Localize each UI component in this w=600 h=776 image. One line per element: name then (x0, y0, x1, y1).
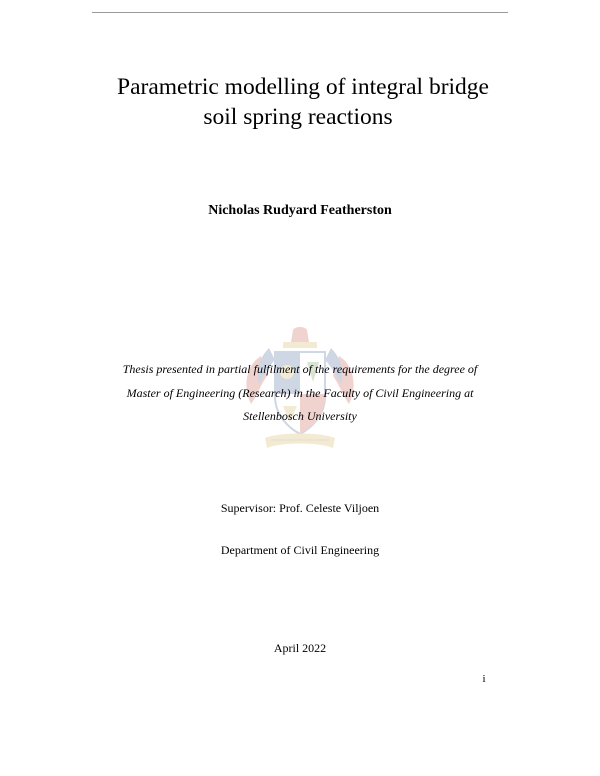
department-line: Department of Civil Engineering (220, 543, 380, 557)
thesis-title-line: soil spring reactions (203, 104, 393, 130)
degree-statement-line: Thesis presented in partial fulfilment of the requirements for the degree of (122, 362, 478, 376)
page-number: i (482, 673, 486, 685)
thesis-title (60, 72, 540, 132)
author-name: Nicholas Rudyard Featherston (208, 203, 392, 218)
thesis-title-line: Parametric modelling of integral bridge (117, 74, 489, 100)
submission-date: April 2022 (273, 641, 327, 655)
supervisor-line: Supervisor: Prof. Celeste Viljoen (220, 501, 380, 515)
top-rule-divider (92, 12, 508, 13)
degree-statement-line: Master of Engineering (Research) in the Faculty of Civil Engineering at (126, 385, 474, 400)
degree-statement (60, 358, 540, 429)
degree-statement-line: Stellenbosch University (243, 409, 357, 423)
